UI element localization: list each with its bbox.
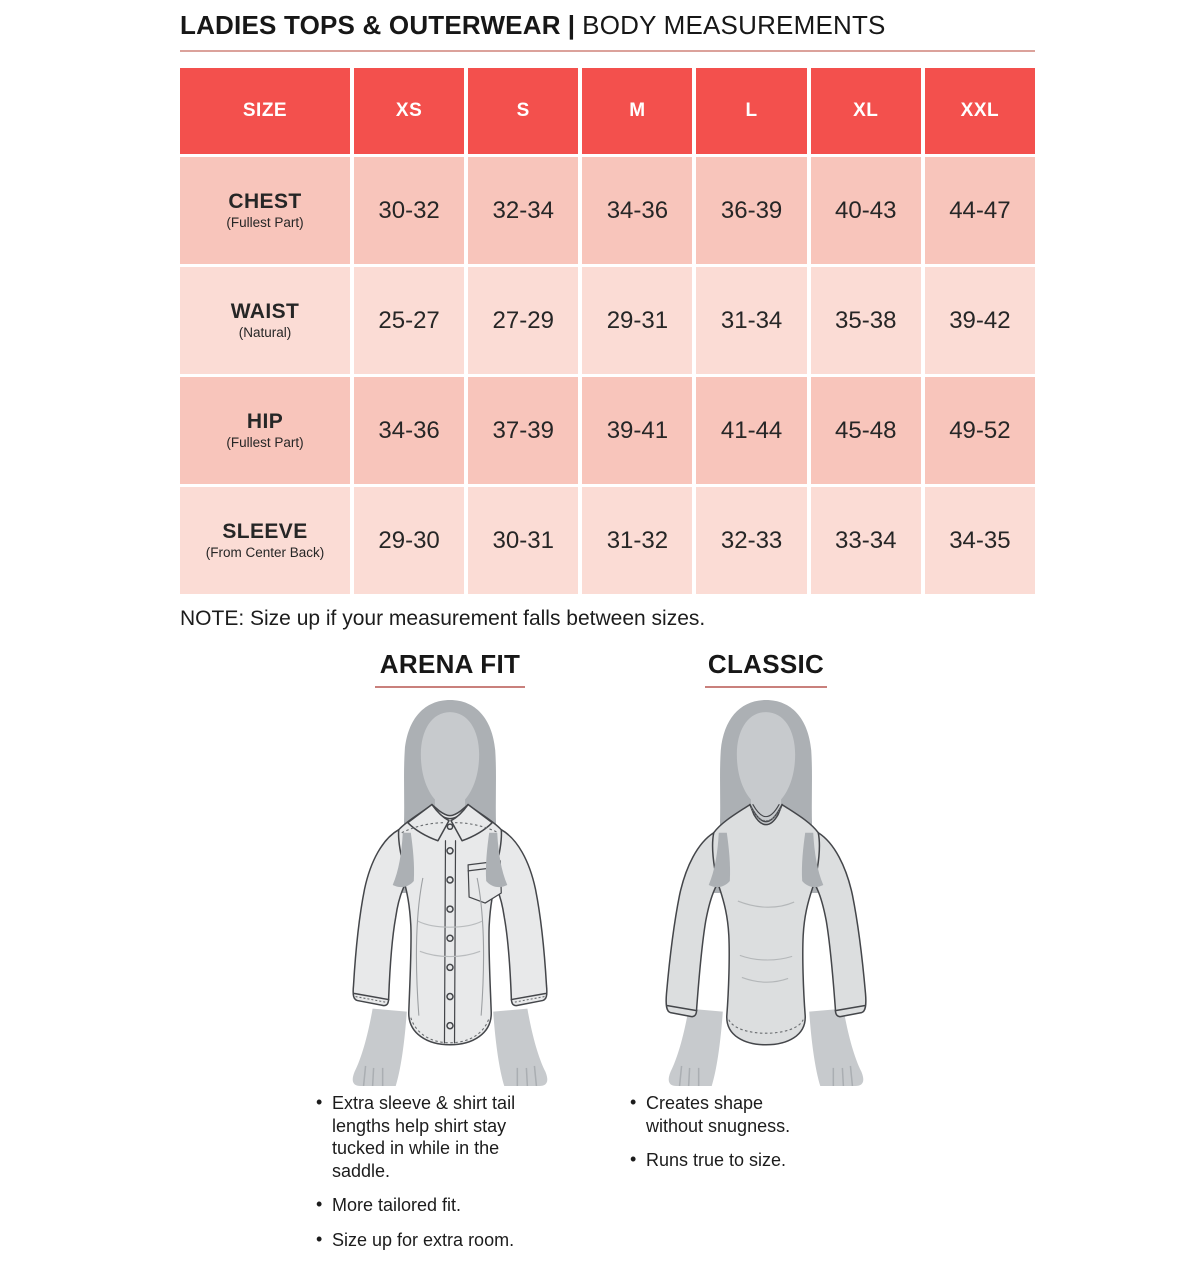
page-title-separator: | — [567, 10, 576, 40]
title-divider — [180, 50, 1035, 52]
bullet-item: • Extra sleeve & shirt tail lengths help shirt stay tucked in while in the saddle. — [316, 1092, 556, 1182]
cell-chest-l: 36-39 — [696, 157, 806, 264]
cell-waist-xxl: 39-42 — [925, 267, 1035, 374]
fit-arena — [308, 649, 592, 1263]
fit-title-underline — [705, 686, 827, 688]
fit-arena-bullets — [316, 1092, 556, 1263]
page-title — [180, 10, 1035, 41]
col-header-l: L — [696, 68, 806, 154]
bullet-item: • Creates shape without snugness. — [630, 1092, 825, 1137]
row-subnote: (Natural) — [238, 325, 292, 341]
cell-sleeve-xs: 29-30 — [354, 487, 464, 594]
fit-classic — [624, 649, 908, 1263]
fit-arena-title: ARENA FIT — [379, 649, 521, 679]
col-header-xxl: XXL — [925, 68, 1035, 154]
col-header-size: SIZE — [180, 68, 350, 154]
page-title-section: BODY MEASUREMENTS — [582, 10, 886, 40]
col-header-s: S — [468, 68, 578, 154]
page-title-category: LADIES TOPS & OUTERWEAR — [180, 10, 561, 40]
row-label-waist — [180, 267, 350, 374]
cell-chest-xs: 30-32 — [354, 157, 464, 264]
cell-waist-xs: 25-27 — [354, 267, 464, 374]
cell-sleeve-xl: 33-34 — [811, 487, 921, 594]
fit-comparison-section — [180, 649, 1035, 1263]
cell-hip-m: 39-41 — [582, 377, 692, 484]
row-subnote: (Fullest Part) — [226, 215, 304, 231]
cell-chest-m: 34-36 — [582, 157, 692, 264]
bullet-item: • Size up for extra room. — [316, 1229, 556, 1252]
row-name: SLEEVE — [222, 520, 308, 544]
cell-chest-xxl: 44-47 — [925, 157, 1035, 264]
col-header-xl: XL — [811, 68, 921, 154]
cell-waist-l: 31-34 — [696, 267, 806, 374]
row-subnote: (Fullest Part) — [226, 435, 304, 451]
classic-long-sleeve-tee-illustration — [625, 692, 907, 1086]
fit-title-underline — [375, 686, 525, 688]
cell-sleeve-l: 32-33 — [696, 487, 806, 594]
col-header-xs: XS — [354, 68, 464, 154]
cell-chest-xl: 40-43 — [811, 157, 921, 264]
row-label-hip — [180, 377, 350, 484]
fit-classic-bullets — [630, 1092, 825, 1184]
row-name: WAIST — [230, 300, 300, 324]
row-label-chest — [180, 157, 350, 264]
col-header-m: M — [582, 68, 692, 154]
cell-hip-xl: 45-48 — [811, 377, 921, 484]
cell-hip-xs: 34-36 — [354, 377, 464, 484]
cell-hip-s: 37-39 — [468, 377, 578, 484]
bullet-item: • Runs true to size. — [630, 1149, 825, 1172]
row-subnote: (From Center Back) — [205, 545, 325, 561]
bullet-item: • More tailored fit. — [316, 1194, 556, 1217]
cell-sleeve-m: 31-32 — [582, 487, 692, 594]
cell-waist-xl: 35-38 — [811, 267, 921, 374]
row-name: HIP — [246, 410, 284, 434]
cell-sleeve-xxl: 34-35 — [925, 487, 1035, 594]
fit-classic-title: CLASSIC — [707, 649, 825, 679]
sizing-note: NOTE: Size up if your measurement falls between sizes. — [180, 607, 706, 630]
arena-fit-button-down-shirt-illustration — [309, 692, 591, 1086]
row-label-sleeve — [180, 487, 350, 594]
row-name: CHEST — [228, 190, 302, 214]
cell-hip-xxl: 49-52 — [925, 377, 1035, 484]
cell-hip-l: 41-44 — [696, 377, 806, 484]
cell-waist-m: 29-31 — [582, 267, 692, 374]
size-table — [180, 68, 1035, 594]
cell-sleeve-s: 30-31 — [468, 487, 578, 594]
cell-waist-s: 27-29 — [468, 267, 578, 374]
cell-chest-s: 32-34 — [468, 157, 578, 264]
